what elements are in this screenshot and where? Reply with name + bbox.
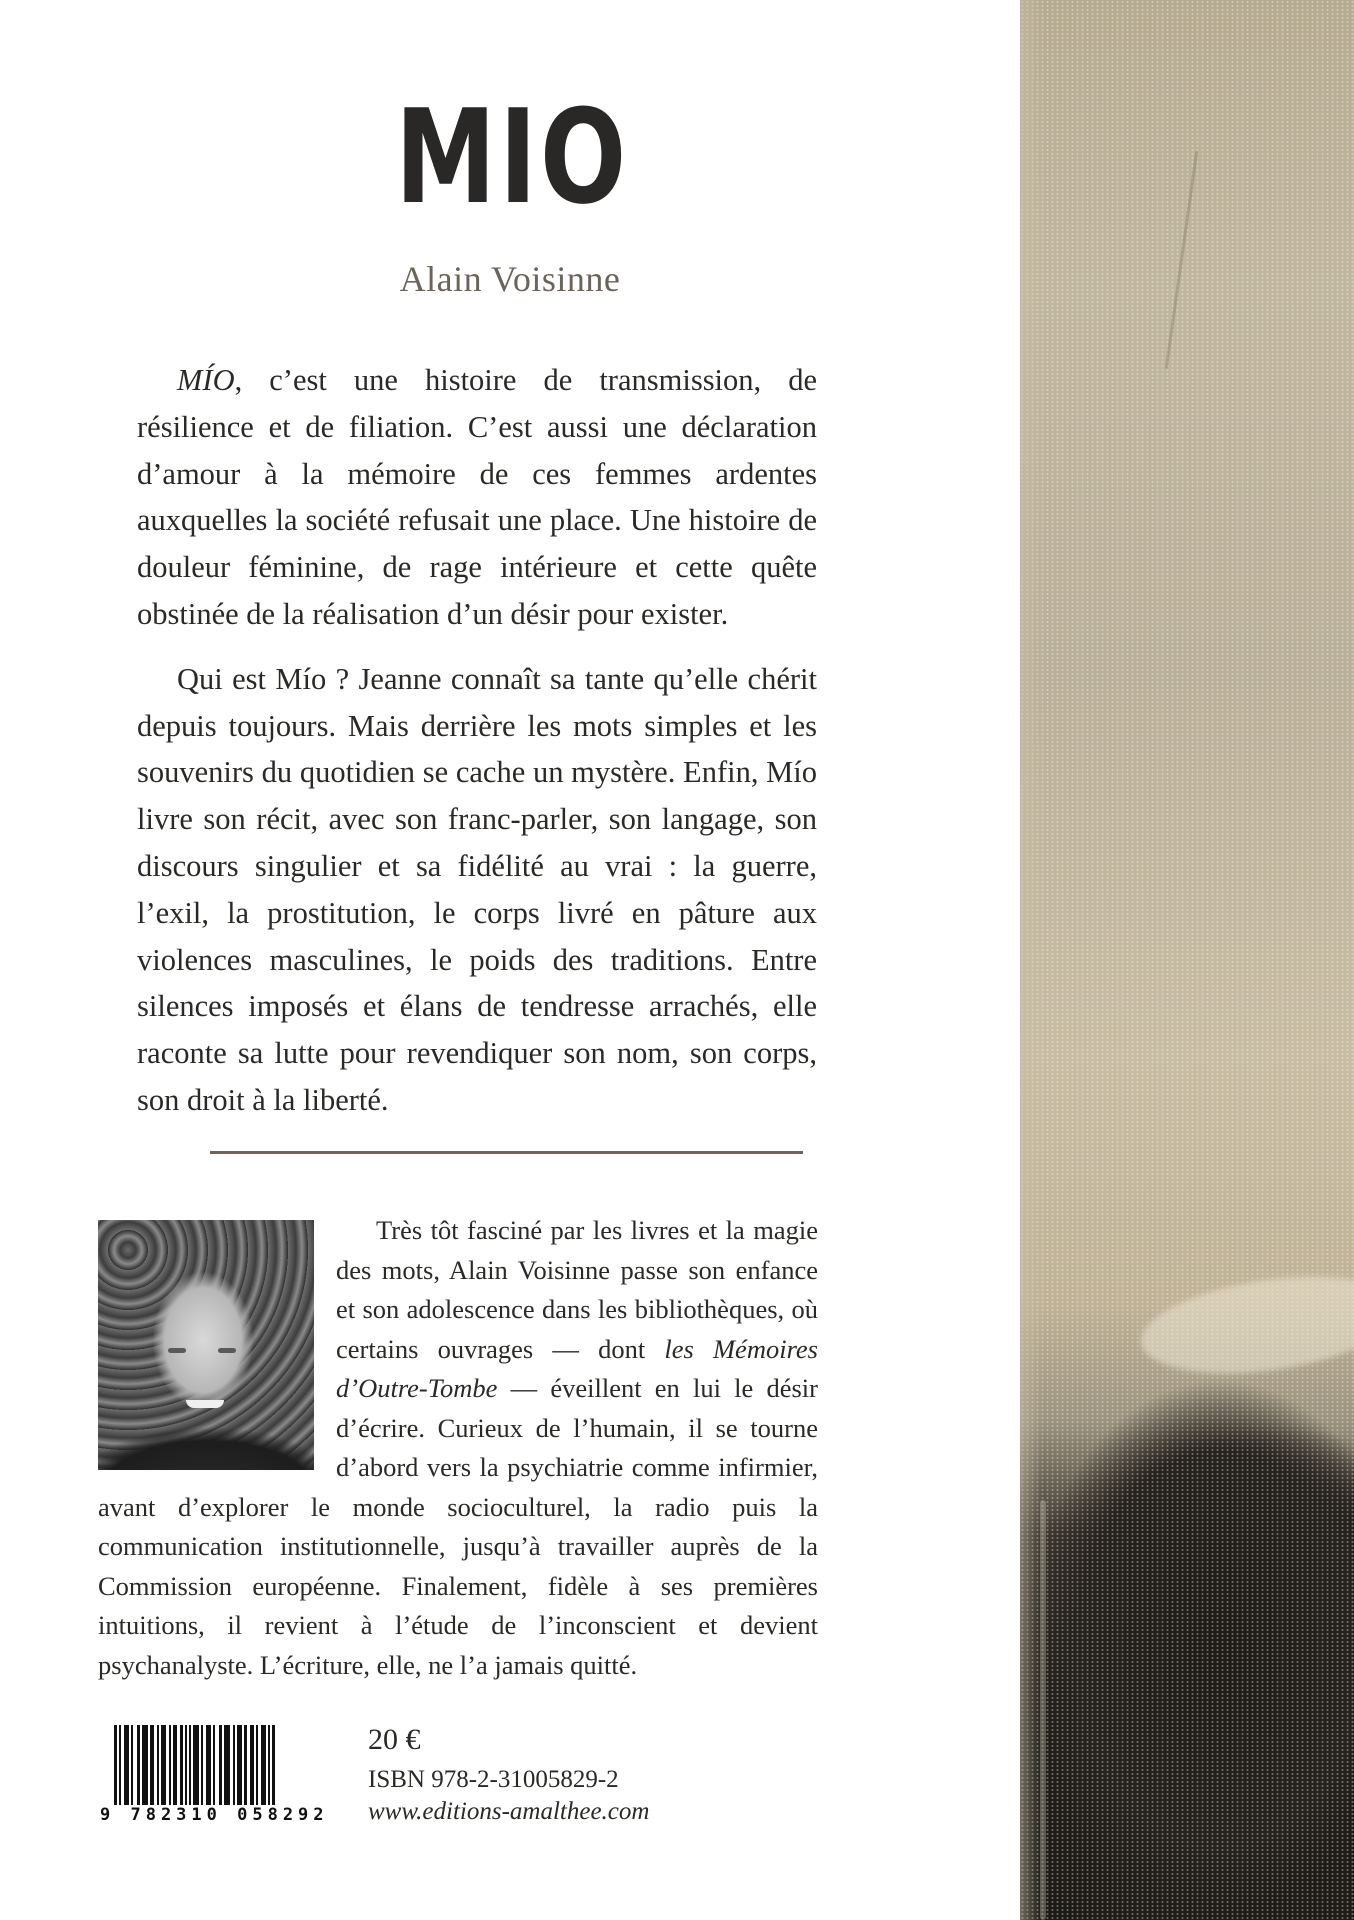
publisher-website[interactable]: www.editions-amalthee.com: [368, 1798, 650, 1825]
synopsis-paragraph-1-text: , c’est une histoire de transmission, de résilience et de filiation. C’est aussi une déclaration d’amour à la mémoire de ces femmes ardentes auxquelles la société refusait une place. Une histoire de douleur féminine, de rage intérieure et cette quête obstinée de la réalisation d’un désir pour exister.: [137, 363, 817, 631]
barcode-digits-text: 9 782310 058292: [100, 1805, 329, 1825]
price: 20 €: [368, 1723, 421, 1756]
bio-text-1: Très tôt fasciné par les livres et la magie des mots, Alain Voisinne passe son enfance et son adolescence dans les bibliothèques, où certains ouvrages — dont: [336, 1215, 818, 1364]
book-title: MIO: [395, 81, 630, 233]
cover-painting-panel: [1020, 0, 1354, 1920]
bio-text-2: — éveillent en lui le désir d’écrire. Curieux de l’humain, il se tourne d’abord vers la psychiatrie comme infirmier, avant d’explorer le monde socioculturel, la radio puis la communication institutionnelle, jusqu’à travailler auprès de la Commission européenne. Finalement, fidèle à ses premières intuitions, il revient à l’étude de l’inconscient et devient psychanalyste. L’écriture, elle, ne l’a jamais quitté.: [98, 1373, 818, 1680]
synopsis-paragraph-1: [137, 357, 817, 638]
bio-italic-work: les Mémoires d’Outre-Tombe: [336, 1333, 818, 1403]
price-isbn-block: [368, 1722, 649, 1828]
paint-stroke: [1040, 1500, 1046, 1920]
synopsis-paragraph-2: Qui est Mío ? Jeanne connaît sa tante qu’elle chérit depuis toujours. Mais derrière les mots simples et les souvenirs du quotidien se cache un mystère. Enfin, Mío livre son récit, avec son franc-parler, son langage, son discours singulier et sa fidélité au vrai : la guerre, l’exil, la prostitution, le corps livré en pâture aux violences masculines, le poids des traditions. Entre silences imposés et élans de tendresse arrachés, elle raconte sa lutte pour revendiquer son nom, son corps, son droit à la liberté.: [137, 661, 817, 1117]
synopsis-title-italic: MÍO: [177, 363, 235, 397]
isbn: ISBN 978-2-31005829-2: [368, 1766, 619, 1793]
isbn-barcode: [100, 1725, 336, 1825]
paint-stroke: [1165, 151, 1199, 369]
synopsis: [137, 357, 817, 1124]
author-bio: [98, 1211, 818, 1685]
author-name: Alain Voisinne: [399, 259, 621, 299]
paint-stroke: [1135, 1262, 1354, 1387]
barcode-digits: [100, 1805, 336, 1825]
photo-float-spacer: [98, 1211, 336, 1483]
section-divider: [210, 1151, 803, 1154]
